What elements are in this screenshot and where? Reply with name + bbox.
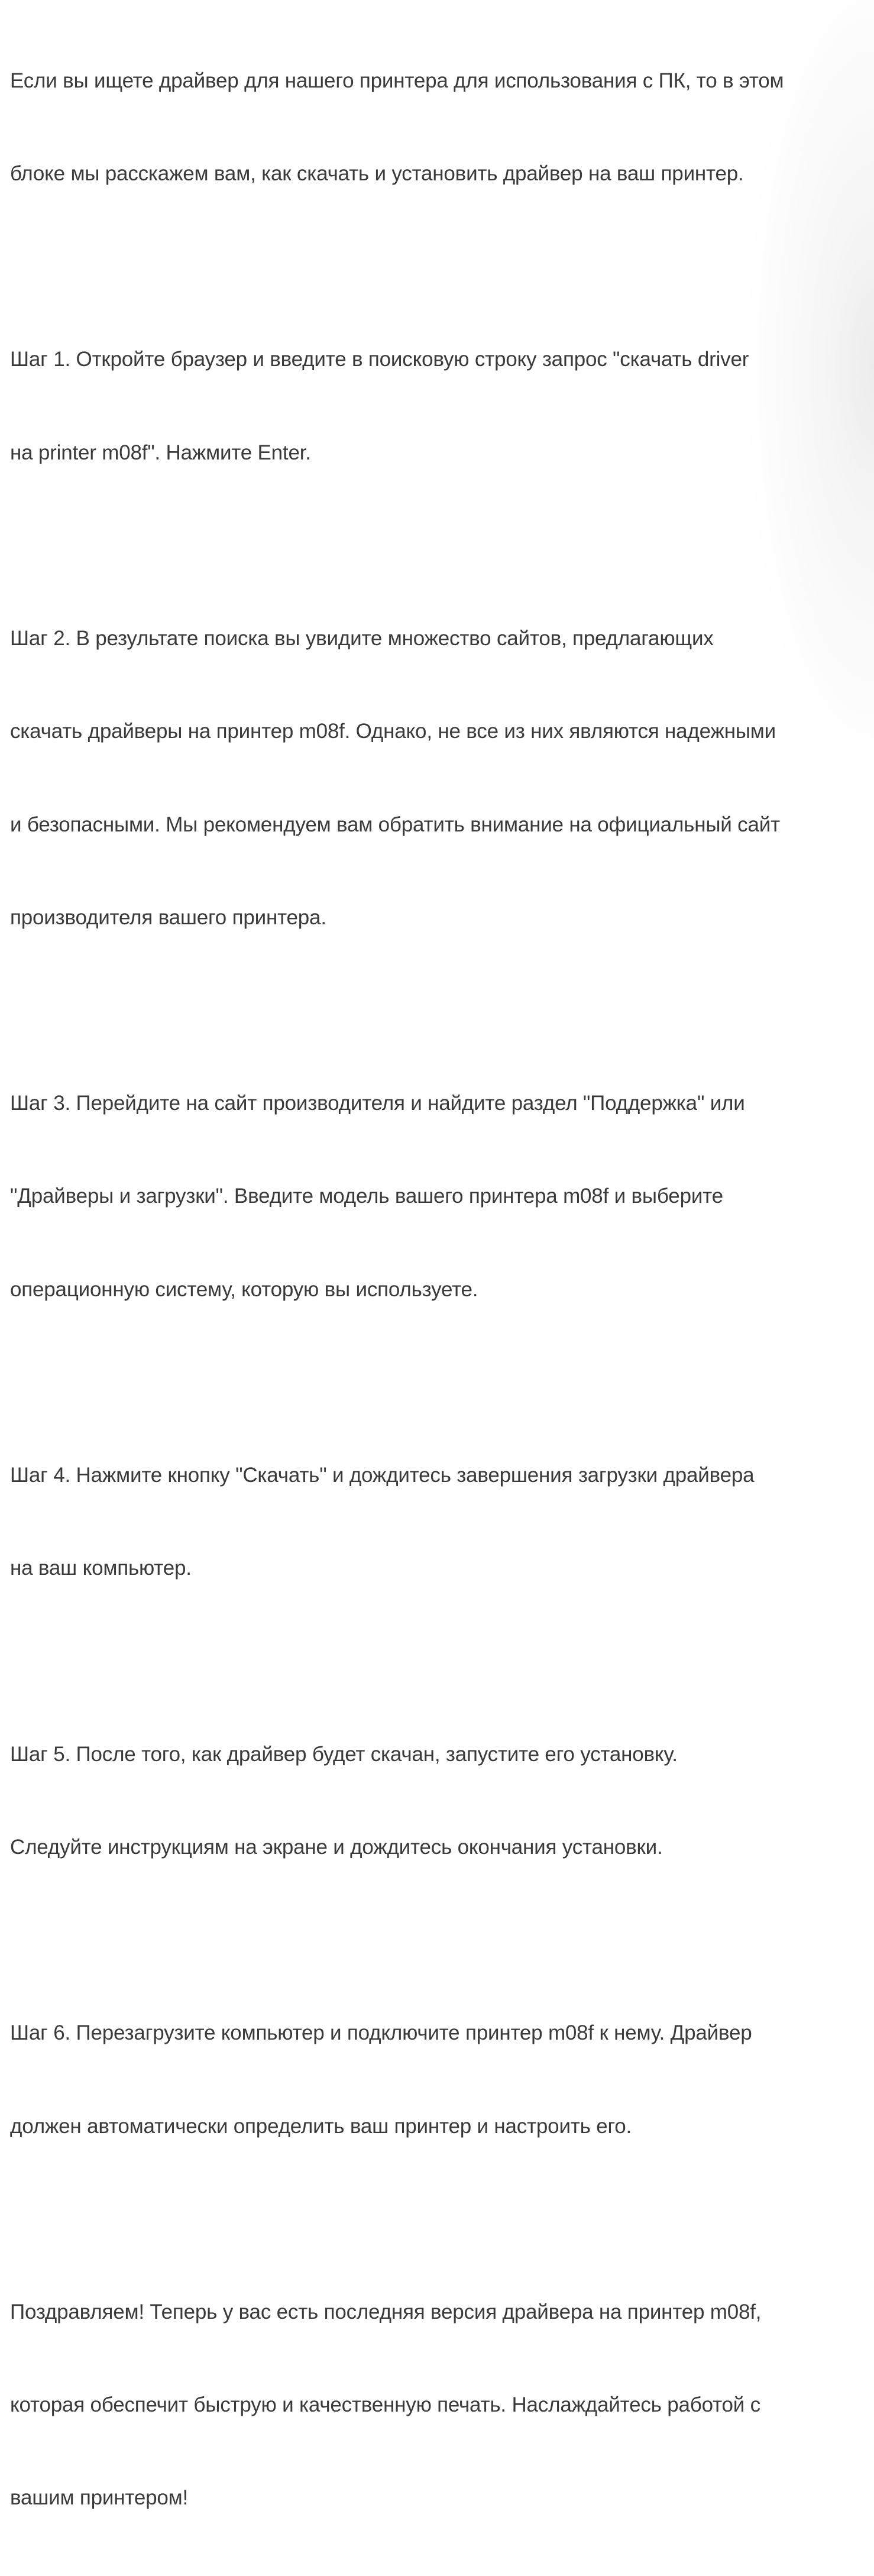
text-line: на printer m08f". Нажмите Enter. xyxy=(10,441,311,464)
text-line: Шаг 5. После того, как драйвер будет скачан, запустите его установку. xyxy=(10,1742,678,1766)
text-line: вашим принтером! xyxy=(10,2486,188,2510)
text-line: и безопасными. Мы рекомендуем вам обратить внимание на официальный сайт xyxy=(10,813,780,836)
text-line: Шаг 2. В результате поиска вы увидите множество сайтов, предлагающих xyxy=(10,627,714,651)
text-line: "Драйверы и загрузки". Введите модель вашего принтера m08f и выберите xyxy=(10,1185,723,1208)
step-2-paragraph xyxy=(10,561,865,995)
step-3-paragraph xyxy=(10,1026,865,1367)
step-4-paragraph xyxy=(10,1398,865,1646)
text-line: Шаг 6. Перезагрузите компьютер и подключите принтер m08f к нему. Драйвер xyxy=(10,2021,752,2045)
conclusion-paragraph xyxy=(10,2235,865,2575)
text-line: Шаг 4. Нажмите кнопку "Скачать" и дождитесь завершения загрузки драйвера xyxy=(10,1464,755,1487)
text-line: Следуйте инструкциям на экране и дождитесь окончания установки. xyxy=(10,1835,663,1859)
text-line: скачать драйверы на принтер m08f. Однако, не все из них являются надежными xyxy=(10,720,776,743)
intro-paragraph xyxy=(10,4,865,251)
text-line: на ваш компьютер. xyxy=(10,1556,192,1580)
text-line: производителя вашего принтера. xyxy=(10,905,326,929)
text-line: операционную систему, которую вы используете. xyxy=(10,1277,478,1301)
step-5-paragraph xyxy=(10,1677,865,1925)
text-line: блоке мы расскажем вам, как скачать и установить драйвер на ваш принтер. xyxy=(10,162,744,186)
text-line: Если вы ищете драйвер для нашего принтера для использования с ПК, то в этом xyxy=(10,69,784,92)
text-line: Поздравляем! Теперь у вас есть последняя версия драйвера на принтер m08f, xyxy=(10,2300,762,2323)
text-line: должен автоматически определить ваш принтер и настроить его. xyxy=(10,2114,632,2138)
text-line: Шаг 3. Перейдите на сайт производителя и найдите раздел "Поддержка" или xyxy=(10,1092,745,1115)
text-line: Шаг 1. Откройте браузер и введите в поисковую строку запрос "скачать driver xyxy=(10,348,749,371)
step-6-paragraph xyxy=(10,1956,865,2204)
article-text xyxy=(10,4,865,2576)
step-1-paragraph xyxy=(10,283,865,530)
text-line: которая обеспечит быструю и качественную печать. Наслаждайтесь работой с xyxy=(10,2393,760,2417)
